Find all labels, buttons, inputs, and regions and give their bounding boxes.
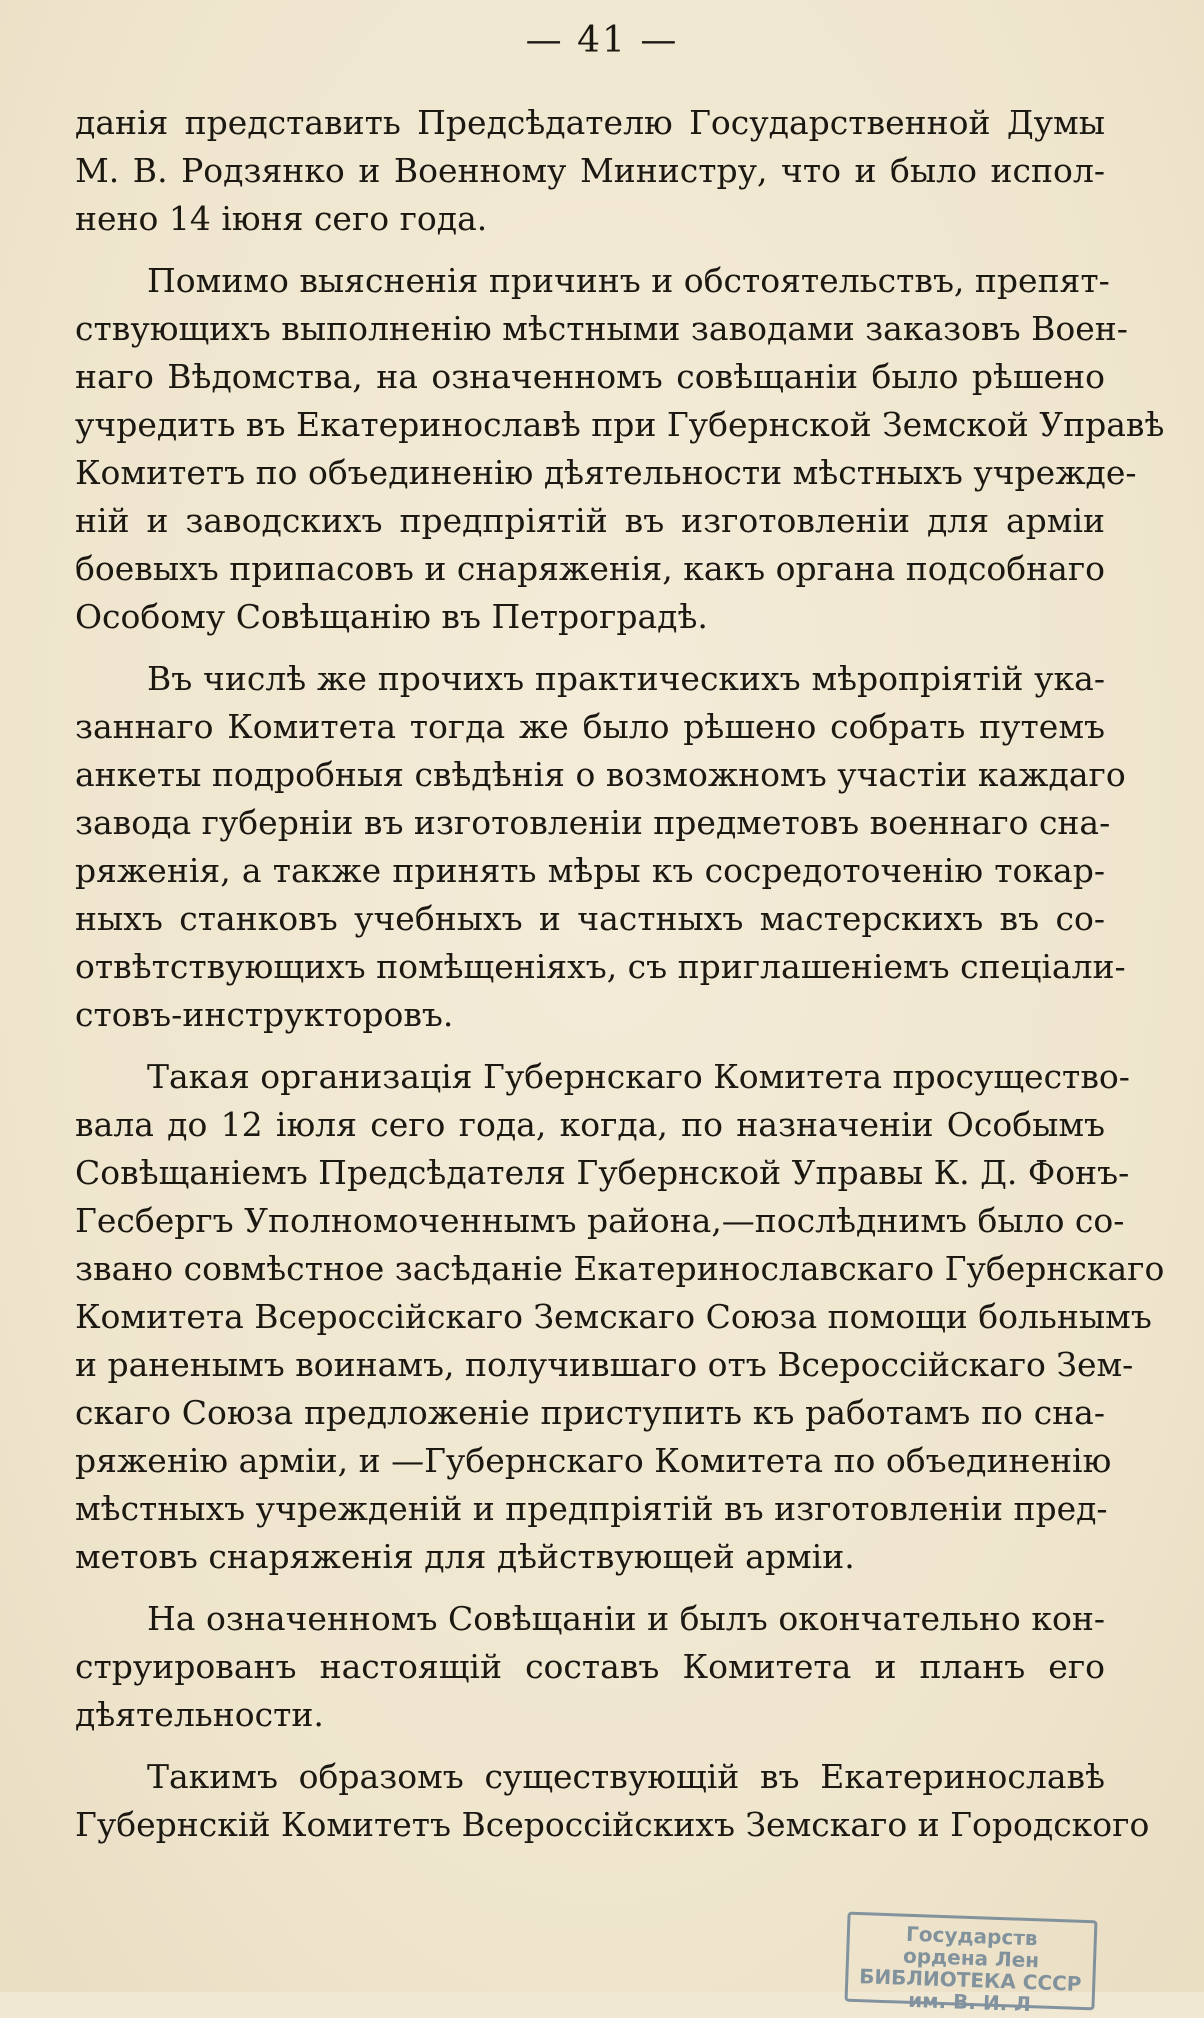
text-line: Особому Совѣщанію въ Петроградѣ.	[75, 597, 708, 636]
text-line: М. В. Родзянко и Военному Министру, что и было испол-	[75, 151, 1105, 190]
paragraph	[75, 1595, 1105, 1739]
text-line: ныхъ станковъ учебныхъ и частныхъ мастерскихъ въ со-	[75, 899, 1105, 938]
text-line: стовъ-инструкторовъ.	[75, 995, 454, 1034]
text-line: вала до 12 іюля сего года, когда, по назначеніи Особымъ	[75, 1105, 1105, 1144]
text-line: ній и заводскихъ предпріятій въ изготовленіи для арміи	[75, 501, 1105, 540]
text-line: отвѣтствующихъ помѣщеніяхъ, съ приглашеніемъ спеціали-	[75, 947, 1126, 986]
text-line: Такимъ образомъ существующій въ Екатеринославѣ	[147, 1757, 1105, 1796]
text-line: Комитета Всероссійскаго Земскаго Союза помощи больнымъ	[75, 1297, 1152, 1336]
text-line: учредить въ Екатеринославѣ при Губернской Земской Управѣ	[75, 405, 1165, 444]
page-number: — 41 —	[525, 20, 679, 61]
paragraph	[75, 1753, 1150, 1849]
text-line: Гесбергъ Уполномоченнымъ района,—послѣднимъ было со-	[75, 1201, 1125, 1240]
text-line: мѣстныхъ учрежденій и предпріятій въ изготовленіи пред-	[75, 1489, 1108, 1528]
paragraph	[75, 257, 1165, 641]
text-line: ствующихъ выполненію мѣстными заводами заказовъ Воен-	[75, 309, 1128, 348]
stamp-line: им. В. И. Л	[907, 1987, 1032, 2017]
text-line: звано совмѣстное засѣданіе Екатеринославскаго Губернскаго	[75, 1249, 1165, 1288]
text-line: Совѣщаніемъ Предсѣдателя Губернской Управы К. Д. Фонъ-	[75, 1153, 1130, 1192]
stamp-line: Государств	[905, 1921, 1038, 1951]
stamp-line: БИБЛИОТЕКА СССР	[858, 1964, 1082, 1996]
library-stamp	[845, 1912, 1098, 2017]
text-line: завода губерніи въ изготовленіи предметовъ военнаго сна-	[75, 803, 1111, 842]
text-line: метовъ снаряженія для дѣйствующей арміи.	[75, 1537, 855, 1576]
text-line: заннаго Комитета тогда же было рѣшено собрать путемъ	[75, 707, 1105, 746]
text-line: данія представить Предсѣдателю Государственной Думы	[75, 103, 1105, 142]
text-line: Комитетъ по объединенію дѣятельности мѣстныхъ учрежде-	[75, 453, 1137, 492]
text-line: Въ числѣ же прочихъ практическихъ мѣропріятій ука-	[147, 659, 1105, 698]
paragraph	[75, 99, 1105, 243]
text-line: и раненымъ воинамъ, получившаго отъ Всероссійскаго Зем-	[75, 1345, 1134, 1384]
text-line: На означенномъ Совѣщаніи и былъ окончательно кон-	[147, 1599, 1105, 1638]
text-line: ряженія, а также принять мѣры къ сосредоточенію токар-	[75, 851, 1105, 890]
text-line: нено 14 іюня сего года.	[75, 199, 488, 238]
text-line: наго Вѣдомства, на означенномъ совѣщаніи было рѣшено	[75, 357, 1105, 396]
text-line: Помимо выясненія причинъ и обстоятельствъ, препят-	[147, 261, 1110, 300]
text-line: Губернскій Комитетъ Всероссійскихъ Земскаго и Городского	[75, 1805, 1150, 1844]
text-line: боевыхъ припасовъ и снаряженія, какъ органа подсобнаго	[75, 549, 1105, 588]
text-line: Такая организація Губернскаго Комитета просущество-	[147, 1057, 1130, 1096]
text-line: скаго Союза предложеніе приступить къ работамъ по сна-	[75, 1393, 1105, 1432]
text-line: струированъ настоящій составъ Комитета и планъ его	[75, 1647, 1105, 1686]
text-line: ряженію арміи, и —Губернскаго Комитета по объединенію	[75, 1441, 1112, 1480]
body-text	[75, 99, 1165, 1849]
paragraph	[75, 655, 1126, 1039]
paragraph	[75, 1053, 1165, 1581]
text-line: дѣятельности.	[75, 1695, 324, 1734]
text-line: анкеты подробныя свѣдѣнія о возможномъ участіи каждаго	[75, 755, 1126, 794]
stamp-line: ордена Лен	[902, 1943, 1040, 1973]
